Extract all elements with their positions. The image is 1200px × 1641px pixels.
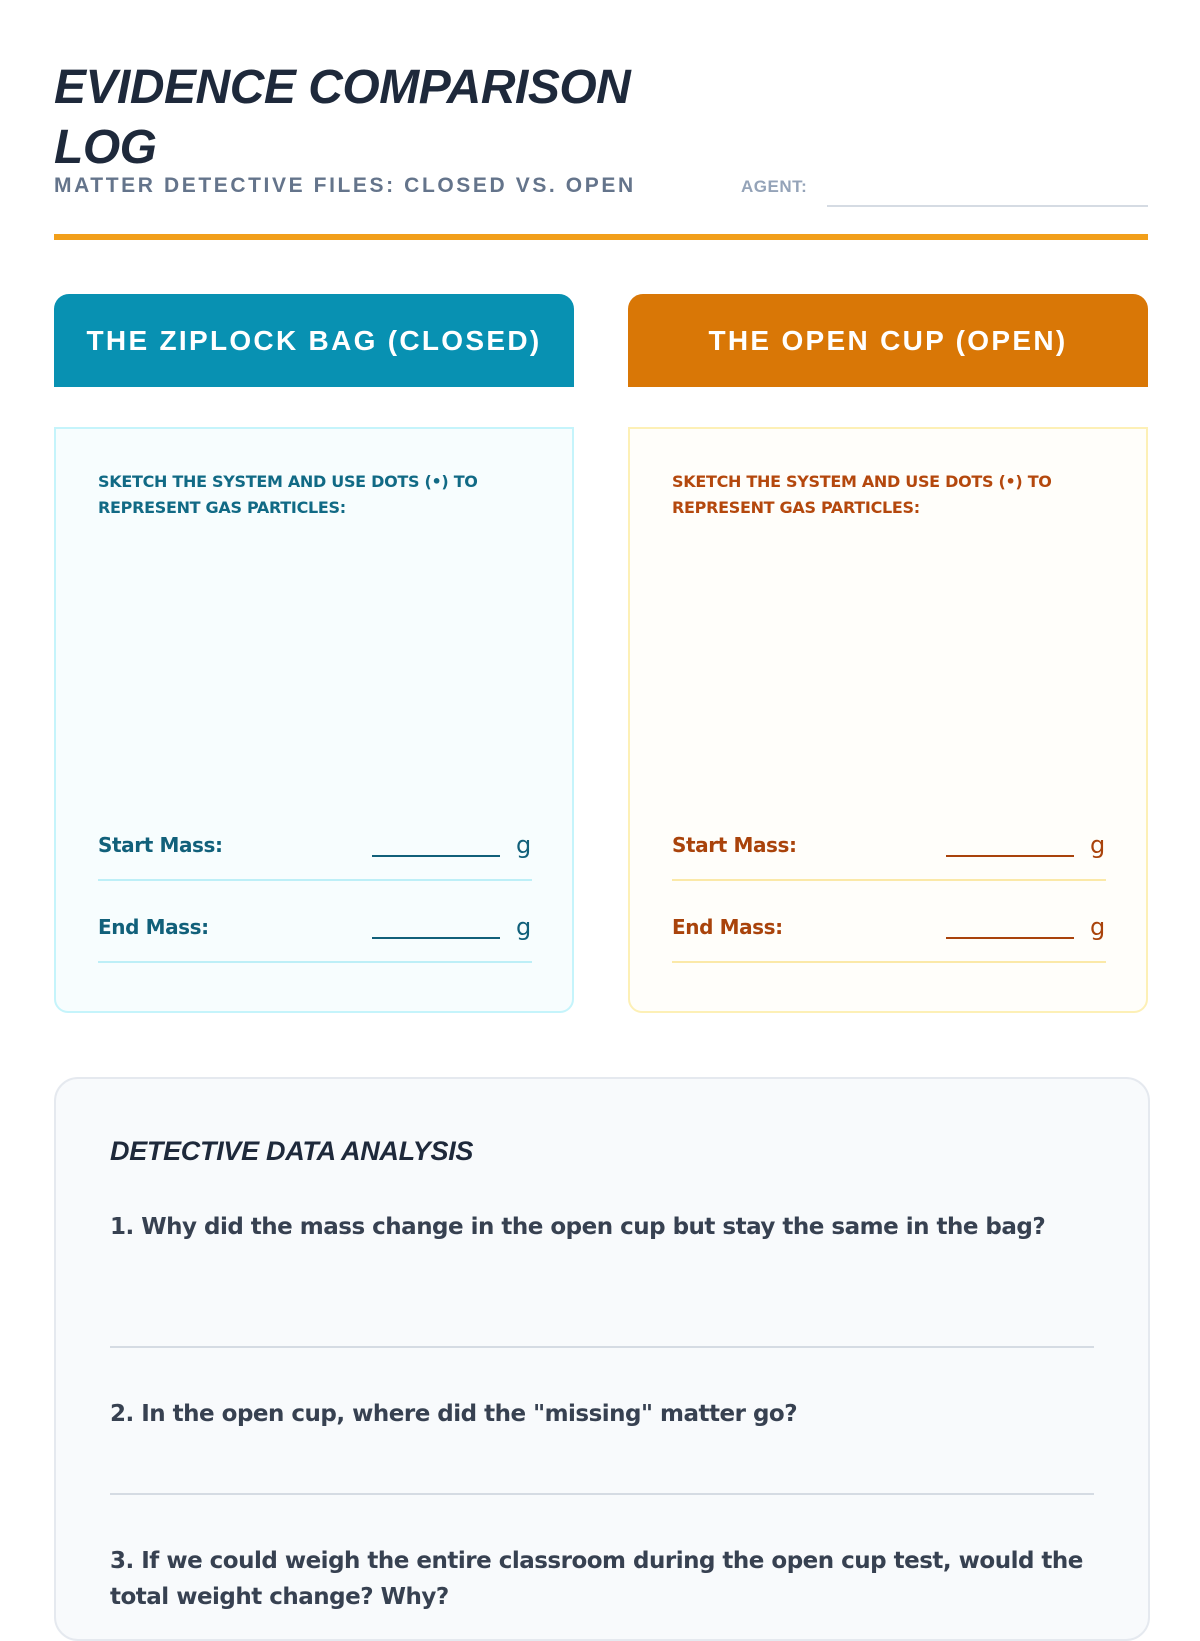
data-analysis-section — [54, 1077, 1150, 1641]
answer-line-2[interactable] — [110, 1493, 1094, 1495]
closed-start-mass-label: Start Mass: — [98, 833, 223, 857]
closed-start-mass-blank[interactable] — [372, 855, 500, 857]
open-system-panel — [628, 427, 1148, 1013]
question-2: 2. In the open cup, where did the "missing" matter go? — [110, 1401, 798, 1427]
closed-sketch-prompt: SKETCH THE SYSTEM AND USE DOTS (•) TO REPRESENT GAS PARTICLES: — [98, 472, 478, 517]
question-1: 1. Why did the mass change in the open cup but stay the same in the bag? — [110, 1214, 1046, 1240]
open-start-mass-row — [672, 823, 1106, 881]
header-divider — [54, 234, 1148, 240]
open-end-mass-blank[interactable] — [946, 937, 1074, 939]
agent-label: AGENT: — [741, 177, 808, 196]
open-start-mass-label: Start Mass: — [672, 833, 797, 857]
question-3: 3. If we could weigh the entire classroom during the open cup test, would the total weight change? Why? — [110, 1548, 1083, 1610]
closed-end-mass-row — [98, 905, 532, 963]
open-end-mass-unit: g — [1090, 913, 1106, 941]
open-end-mass-label: End Mass: — [672, 915, 783, 939]
closed-start-mass-row — [98, 823, 532, 881]
open-end-mass-row — [672, 905, 1106, 963]
closed-end-mass-blank[interactable] — [372, 937, 500, 939]
closed-system-panel — [54, 427, 574, 1013]
closed-system-tab: THE ZIPLOCK BAG (CLOSED) — [54, 294, 574, 387]
page-subtitle: MATTER DETECTIVE FILES: CLOSED VS. OPEN — [54, 174, 636, 197]
agent-name-field[interactable] — [827, 205, 1148, 207]
open-start-mass-blank[interactable] — [946, 855, 1074, 857]
answer-line-1[interactable] — [110, 1346, 1094, 1348]
closed-end-mass-unit: g — [516, 913, 532, 941]
page-title: EVIDENCE COMPARISON LOG — [54, 61, 631, 174]
open-start-mass-unit: g — [1090, 831, 1106, 859]
closed-end-mass-label: End Mass: — [98, 915, 209, 939]
open-system-tab: THE OPEN CUP (OPEN) — [628, 294, 1148, 387]
closed-start-mass-unit: g — [516, 831, 532, 859]
analysis-title: DETECTIVE DATA ANALYSIS — [110, 1136, 474, 1166]
open-sketch-prompt: SKETCH THE SYSTEM AND USE DOTS (•) TO REPRESENT GAS PARTICLES: — [672, 472, 1052, 517]
